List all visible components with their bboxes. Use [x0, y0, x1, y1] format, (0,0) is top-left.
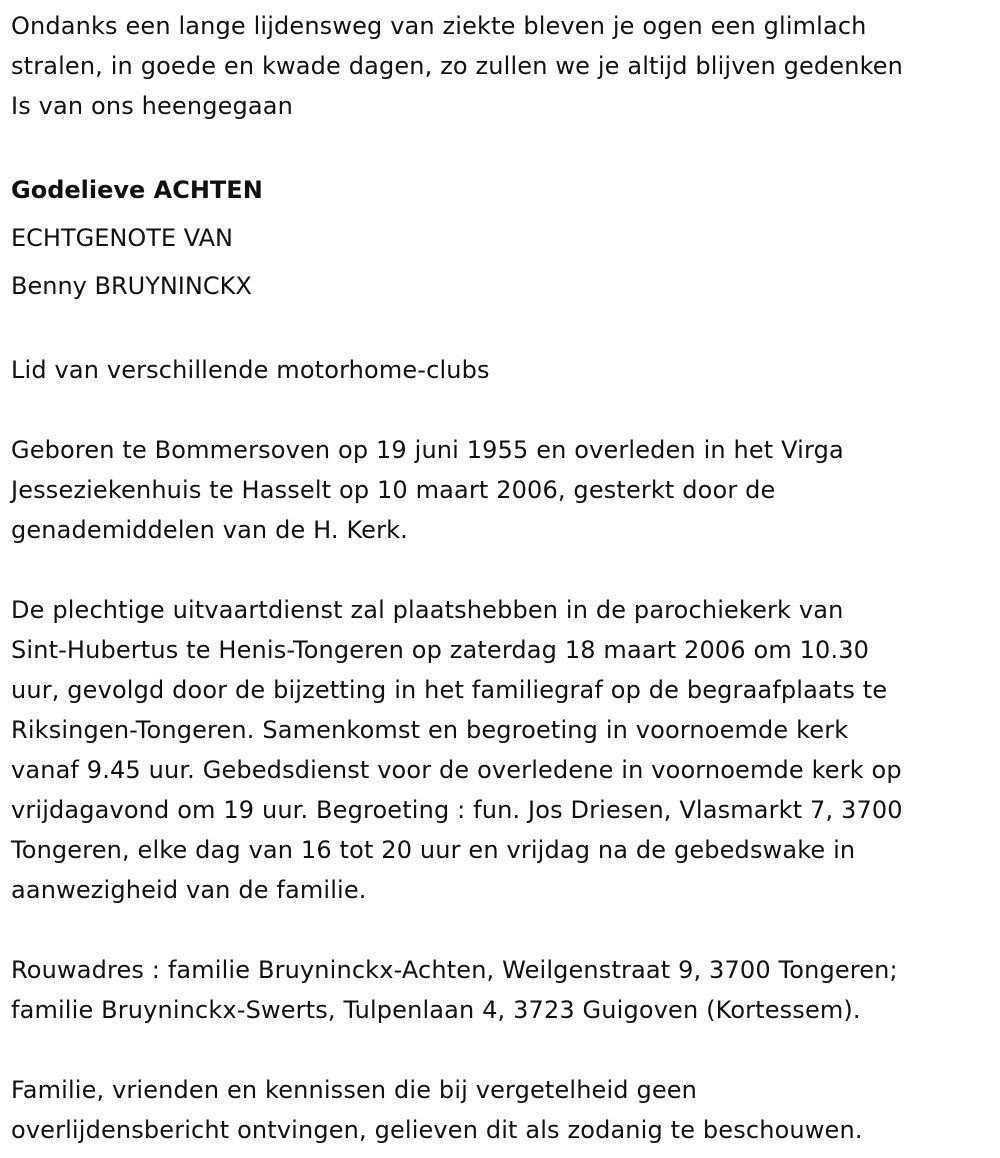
membership-text: Lid van verschillende motorhome-clubs: [11, 356, 490, 384]
mourning-address-text: Rouwadres : familie Bruyninckx-Achten, Weilgenstraat 9, 3700 Tongeren; familie Bruyninckx-Swerts, Tulpenlaan 4, 3723 Guigoven (Kortessem).: [11, 956, 898, 1024]
spacer: [11, 390, 990, 430]
spacer: [11, 1030, 990, 1070]
intro-text: Ondanks een lange lijdensweg van ziekte bleven je ogen een glimlach stralen, in goede en kwade dagen, zo zullen we je altijd blijven gedenken Is van ons heengegaan: [11, 12, 904, 120]
deceased-name: Godelieve ACHTEN: [11, 176, 263, 204]
birth-death-text: Geboren te Bommersoven op 19 juni 1955 en overleden in het Virga Jesseziekenhuis te Hasselt op 10 maart 2006, gesterkt door de genademiddelen van de H. Kerk.: [11, 436, 844, 544]
spacer: [11, 550, 990, 590]
spacer: [11, 126, 990, 166]
closing-text: Familie, vrienden en kennissen die bij vergetelheid geen overlijdensbericht ontvingen, gelieven dit als zodanig te beschouwen.: [11, 1076, 863, 1144]
relation-label: ECHTGENOTE VAN: [11, 224, 233, 252]
spacer: [11, 910, 990, 950]
funeral-text: De plechtige uitvaartdienst zal plaatshebben in de parochiekerk van Sint-Hubertus te Henis-Tongeren op zaterdag 18 maart 2006 om 10.30 uur, gevolgd door de bijzetting in het familiegraf op de begraafplaats te Riksingen-Tongeren. Samenkomst en begroeting in voornoemde kerk vanaf 9.45 uur. Gebedsdienst voor de overledene in voornoemde kerk op vrijdagavond om 19 uur. Begroeting : fun. Jos Driesen, Vlasmarkt 7, 3700 Tongeren, elke dag van 16 tot 20 uur en vrijdag na de gebedswake in aanwezigheid van de familie.: [11, 596, 903, 904]
spouse-name: Benny BRUYNINCKX: [11, 272, 252, 300]
spacer: [11, 310, 990, 350]
